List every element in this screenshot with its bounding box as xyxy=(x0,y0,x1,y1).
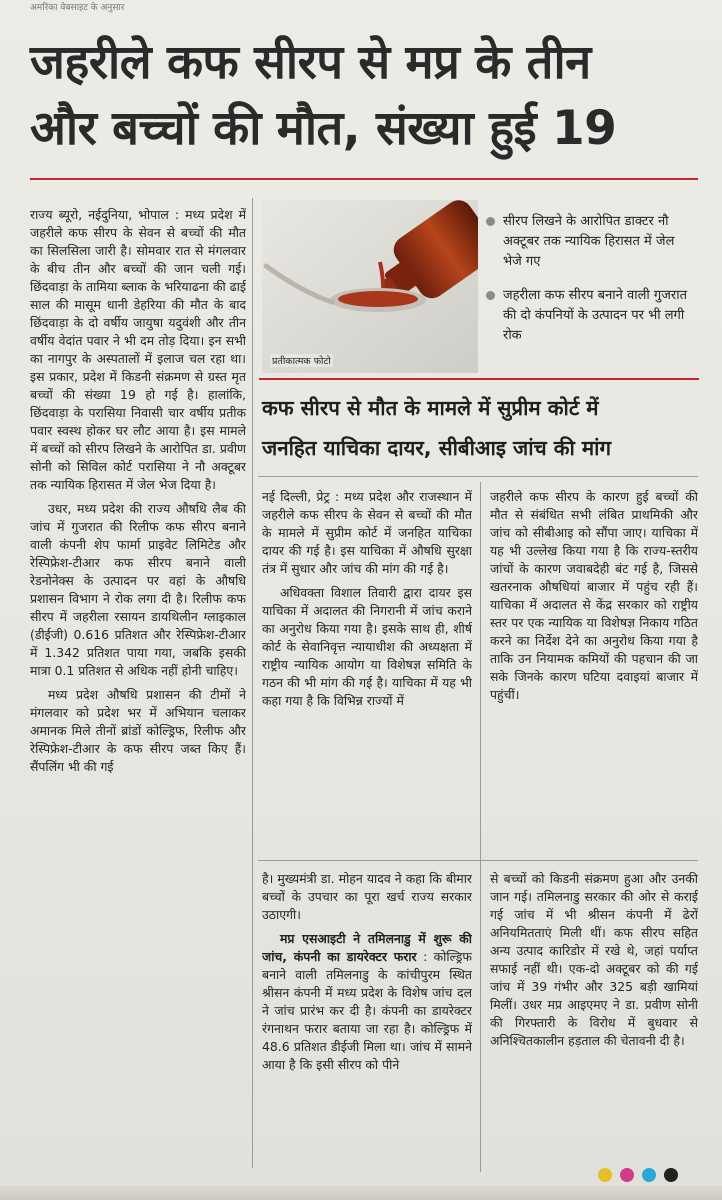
registration-mark-yellow xyxy=(598,1168,612,1182)
mid-top-para-1: नई दिल्ली, प्रेट्र : मध्य प्रदेश और राजस्थान में जहरीले कफ सीरप के सेवन से बच्चों की मौत के मामले में सुप्रीम कोर्ट में जनहित याचिका दायर की गई है। इस याचिका में औषधि सुरक्षा तंत्र में सुधार और जांच की मांग की गई है। xyxy=(262,489,472,576)
column-divider-right xyxy=(480,482,481,1172)
mid-column-bottom xyxy=(262,870,472,1172)
syrup-photo xyxy=(262,200,478,373)
registration-mark-cyan xyxy=(642,1168,656,1182)
left-para-3: मध्य प्रदेश औषधि प्रशासन की टीमों ने मंगलवार को प्रदेश भर में अभियान चलाकर अमानक मिले तीनों ब्रांडों कोल्ड्रिफ, रिलीफ और रेस्पिफ्रेश-टीआर के कफ सीरप जब्त किए हैं। सैंपलिंग भी की गई xyxy=(30,687,246,774)
sub-heading-bold: मप्र एसआइटी ने तमिलनाडु में शुरू की जांच, कंपनी का डायरेक्टर फरार xyxy=(262,931,472,964)
headline xyxy=(30,30,700,162)
headline-line-1: जहरीले कफ सीरप से मप्र के तीन xyxy=(30,35,591,90)
subheadline-line-2: जनहित याचिका दायर, सीबीआइ जांच की मांग xyxy=(262,436,612,460)
headline-line-2: और बच्चों की मौत, संख्या हुई 19 xyxy=(30,101,617,156)
registration-mark-black xyxy=(664,1168,678,1182)
highlight-text: जहरीला कफ सीरप बनाने वाली गुजरात की दो कंपनियों के उत्पादन पर भी लगी रोक xyxy=(503,288,687,343)
highlights-list xyxy=(486,212,692,360)
masthead-strip: अमरिका वेबसाइट के अनुसार xyxy=(30,3,125,13)
syrup-spoon-image xyxy=(262,200,478,373)
highlight-item xyxy=(486,212,692,272)
mid-bottom-para-1: है। मुख्यमंत्री डा. मोहन यादव ने कहा कि बीमार बच्चों के उपचार का पूरा खर्च राज्य सरकार उठाएगी। xyxy=(262,871,472,922)
highlight-text: सीरप लिखने के आरोपित डाक्टर नौ अक्टूबर तक न्यायिक हिरासत में जेल भेजे गए xyxy=(503,214,675,269)
mid-top-para-2: अधिवक्ता विशाल तिवारी द्वारा दायर इस याचिका में अदालत की निगरानी में जांच कराने का अनुरोध किया गया है। इसके साथ ही, शीर्ष कोर्ट के सेवानिवृत्त न्यायाधीश की अध्यक्षता में राष्ट्रीय न्यायिक आयोग या विशेषज्ञ समिति के गठन की भी मांग की गई है। याचिका में यह भी कहा गया है कि विभिन्न राज्यों में xyxy=(262,585,472,708)
subheadline-line-1: कफ सीरप से मौत के मामले में सुप्रीम कोर्ट में xyxy=(262,396,599,420)
page-edge xyxy=(0,1186,722,1200)
subheadline-bottom-rule xyxy=(258,476,698,477)
subheadline xyxy=(262,388,702,468)
right-column-top xyxy=(490,488,698,850)
left-column xyxy=(30,206,246,1172)
registration-mark-magenta xyxy=(620,1168,634,1182)
headline-rule xyxy=(30,178,698,180)
bullet-dot-icon xyxy=(486,291,495,300)
column-divider-left xyxy=(252,198,253,1168)
right-bottom-para-1: से बच्चों को किडनी संक्रमण हुआ और उनकी जान गई। तमिलनाडु सरकार की ओर से कराई गई जांच में भी श्रीसन कंपनी में ढेरों अनियमितताएं मिली थीं। कफ सीरप सहित अन्य उत्पाद कारिडोर में रखे थे, जहां पर्याप्त सफाई नहीं थी। एक-दो अक्टूबर को की गई जांच में 39 गंभीर और 325 बड़ी खामियां मिलीं। उधर मप्र आइएमए ने डा. प्रवीण सोनी की गिरफ्तारी के विरोध में बुधवार से अनिश्चितकालीन हड़ताल की चेतावनी दी है। xyxy=(490,871,698,1048)
highlight-item xyxy=(486,286,692,346)
photo-caption: प्रतीकात्मक फोटो xyxy=(272,356,331,367)
left-para-1: राज्य ब्यूरो, नईदुनिया, भोपाल : मध्य प्रदेश में जहरीले कफ सीरप के सेवन से बच्चों की मौत का सिलसिला जारी है। सोमवार रात से मंगलवार के बीच तीन और बच्चों की जान चली गई। छिंदवाड़ा के तामिया ब्लाक के भरियाढना की ढाई साल की मासूम धानी डेहरिया की मौत के बाद छिंदवाड़ा के दो वर्षीय जायुषा यदुवंशी और तीन वर्षीय वेदांत पवार ने भी दम तोड़ दिया। इन सभी का नागपुर के अस्पतालों में इलाज चल रहा था। इस प्रकार, प्रदेश में किडनी संक्रमण से ग्रस्त मृत बच्चों की संख्या 19 हो गई है। हालांकि, छिंदवाड़ा के परासिया निवासी चार वर्षीय प्रतीक पवार स्वस्थ होकर घर लौट आया है। इस मामले में बच्चों को सीरप लिखने के आरोपित डा. प्रवीण सोनी को सिविल कोर्ट परासिया ने नौ अक्टूबर तक न्यायिक हिरासत में जेल भेज दिया है। xyxy=(30,207,246,492)
right-column-bottom xyxy=(490,870,698,1172)
mid-bottom-para-2 xyxy=(262,930,472,1074)
bullet-dot-icon xyxy=(486,217,495,226)
left-para-2: उधर, मध्य प्रदेश की राज्य औषधि लैब की जांच में गुजरात की रिलीफ कफ सीरप बनाने वाली कंपनी शेप फार्मा प्राइवेट लिमिटेड और रेस्पिफ्रेश-टीआर कफ सीरप बनाने वाली रेडनोनेक्स के उत्पादन पर वहां के औषधि प्रशासन विभाग ने रोक लगा दी है। रिलीफ कफ सीरप में जहरीला रसायन डायथिलीन ग्लाइकाल (डीईजी) 0.616 प्रतिशत और रेस्पिफ्रेश-टीआर में 1.342 प्रतिशत पाया गया, जबकि इसकी मात्रा 0.1 प्रतिशत से अधिक नहीं होनी चाहिए। xyxy=(30,501,246,678)
section-divider xyxy=(258,860,698,861)
mid-bottom-para-2-text: : कोल्ड्रिफ बनाने वाली तमिलनाडु के कांचीपुरम स्थित श्रीसन कंपनी में मध्य प्रदेश के विशेष जांच दल ने जांच प्रारंभ कर दी है। कंपनी का डायरेक्टर रंगनाथन फरार बताया जा रहा है। कोल्ड्रिफ में 48.6 प्रतिशत डीईजी मिला था। जांच में सामने आया है कि इसी सीरप को पीने xyxy=(262,949,472,1072)
right-top-para-1: जहरीले कफ सीरप के कारण हुई बच्चों की मौत से संबंधित सभी लंबित प्राथमिकी और जांच को सीबीआइ को सौंपा जाए। याचिका में यह भी उल्लेख किया गया है कि राज्य-स्तरीय जांचों के कारण जवाबदेही बंट गई है, जिससे खतरनाक औषधियां बाजार में पहुंच रही हैं। याचिका में अदालत से केंद्र सरकार को राष्ट्रीय स्तर पर एक न्यायिक या विशेषज्ञ निकाय गठित करने का निर्देश देने का अनुरोध किया गया है ताकि उन नियामक कमियों की पहचान की जा सके जिनके कारण घटिया दवाइयां बाजार में पहुंचीं। xyxy=(490,489,698,702)
mid-column-top xyxy=(262,488,472,850)
